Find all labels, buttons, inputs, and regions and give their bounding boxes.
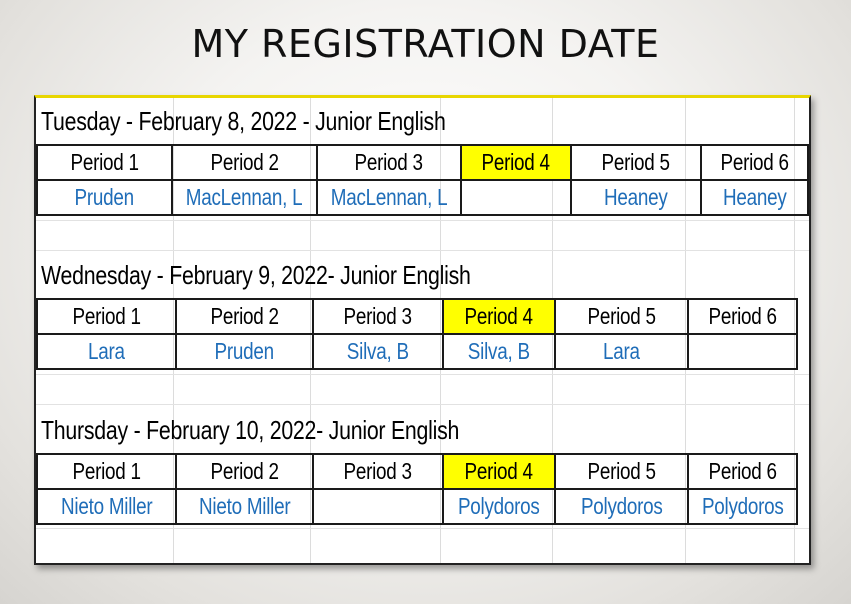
period-cell: Period 5 bbox=[571, 145, 701, 180]
period-cell-highlighted: Period 4 bbox=[443, 299, 555, 334]
day-heading-tuesday: Tuesday - February 8, 2022 - Junior English bbox=[41, 106, 446, 136]
teacher-cell: Lara bbox=[37, 334, 176, 369]
teacher-cell: Nieto Miller bbox=[37, 489, 176, 524]
teacher-row bbox=[37, 180, 808, 215]
teacher-cell: MacLennan, L bbox=[172, 180, 316, 215]
teacher-cell bbox=[461, 180, 571, 215]
teacher-cell: Polydoros bbox=[688, 489, 797, 524]
grid-line bbox=[36, 374, 809, 375]
period-cell: Period 1 bbox=[37, 454, 176, 489]
teacher-cell: MacLennan, L bbox=[317, 180, 461, 215]
teacher-cell: Silva, B bbox=[313, 334, 443, 369]
grid-line bbox=[36, 220, 809, 221]
period-cell: Period 6 bbox=[688, 299, 797, 334]
schedule-table-thursday bbox=[36, 453, 798, 525]
period-cell: Period 2 bbox=[172, 145, 316, 180]
period-cell: Period 3 bbox=[317, 145, 461, 180]
teacher-cell: Heaney bbox=[571, 180, 701, 215]
period-cell: Period 2 bbox=[176, 454, 313, 489]
period-header-row bbox=[37, 145, 808, 180]
teacher-row bbox=[37, 334, 797, 369]
period-header-row bbox=[37, 299, 797, 334]
period-header-row bbox=[37, 454, 797, 489]
period-cell-highlighted: Period 4 bbox=[461, 145, 571, 180]
page-title: MY REGISTRATION DATE bbox=[191, 22, 660, 66]
teacher-cell bbox=[313, 489, 443, 524]
period-cell: Period 6 bbox=[701, 145, 808, 180]
teacher-cell: Polydoros bbox=[555, 489, 688, 524]
teacher-cell: Pruden bbox=[37, 180, 172, 215]
teacher-cell: Heaney bbox=[701, 180, 808, 215]
teacher-cell: Polydoros bbox=[443, 489, 555, 524]
day-heading-wednesday: Wednesday - February 9, 2022- Junior English bbox=[41, 260, 471, 290]
grid-line bbox=[36, 528, 809, 529]
teacher-cell bbox=[688, 334, 797, 369]
grid-line bbox=[36, 250, 809, 251]
teacher-cell: Lara bbox=[555, 334, 688, 369]
grid-line bbox=[36, 404, 809, 405]
period-cell: Period 5 bbox=[555, 454, 688, 489]
teacher-cell: Nieto Miller bbox=[176, 489, 313, 524]
period-cell-highlighted: Period 4 bbox=[443, 454, 555, 489]
day-heading-thursday: Thursday - February 10, 2022- Junior English bbox=[41, 415, 460, 445]
teacher-row bbox=[37, 489, 797, 524]
period-cell: Period 3 bbox=[313, 454, 443, 489]
period-cell: Period 1 bbox=[37, 299, 176, 334]
period-cell: Period 3 bbox=[313, 299, 443, 334]
schedule-table-tuesday bbox=[36, 144, 809, 216]
teacher-cell: Pruden bbox=[176, 334, 313, 369]
period-cell: Period 2 bbox=[176, 299, 313, 334]
period-cell: Period 6 bbox=[688, 454, 797, 489]
period-cell: Period 1 bbox=[37, 145, 172, 180]
schedule-table-wednesday bbox=[36, 298, 798, 370]
period-cell: Period 5 bbox=[555, 299, 688, 334]
schedule-sheet bbox=[34, 95, 811, 565]
teacher-cell: Silva, B bbox=[443, 334, 555, 369]
